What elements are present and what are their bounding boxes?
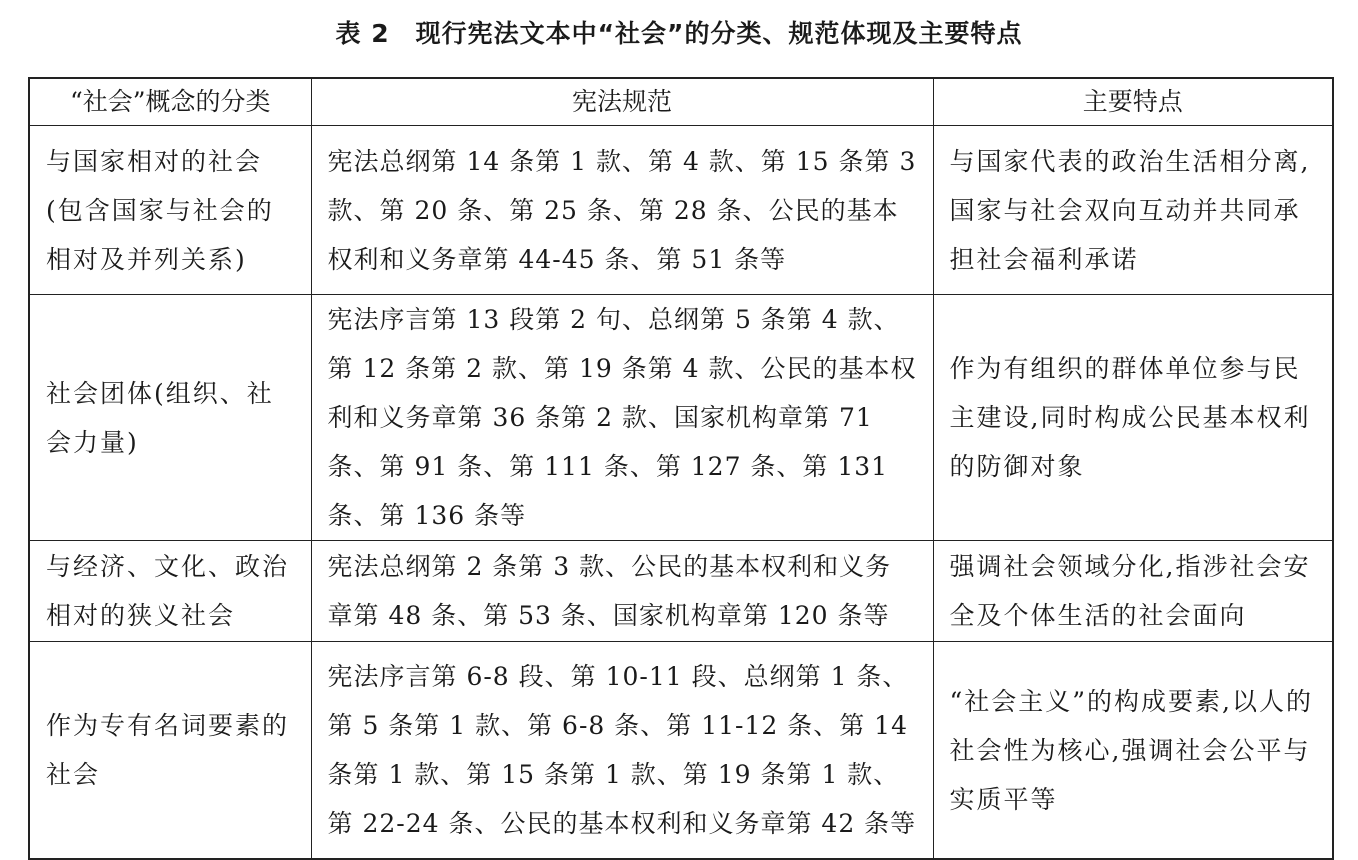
features-cell: 强调社会领域分化,指涉社会安全及个体生活的社会面向 [933, 541, 1333, 642]
table-row [29, 642, 1333, 860]
category-cell: 与经济、文化、政治相对的狭义社会 [29, 541, 311, 642]
table-row [29, 541, 1333, 642]
classification-table [28, 77, 1334, 860]
norms-cell: 宪法总纲第 14 条第 1 款、第 4 款、第 15 条第 3 款、第 20 条、第 25 条、第 28 条、公民的基本权利和义务章第 44-45 条、第 51 条等 [311, 126, 933, 295]
norms-cell: 宪法序言第 6-8 段、第 10-11 段、总纲第 1 条、第 5 条第 1 款、第 6-8 条、第 11-12 条、第 14 条第 1 款、第 15 条第 1 款、第 19 条第 1 款、第 22-24 条、公民的基本权利和义务章第 42 条等 [311, 642, 933, 860]
table-header-row [29, 78, 1333, 126]
table-row [29, 126, 1333, 295]
header-category: “社会”概念的分类 [29, 78, 311, 126]
norms-cell: 宪法总纲第 2 条第 3 款、公民的基本权利和义务章第 48 条、第 53 条、国家机构章第 120 条等 [311, 541, 933, 642]
features-cell: “社会主义”的构成要素,以人的社会性为核心,强调社会公平与实质平等 [933, 642, 1333, 860]
category-cell: 社会团体(组织、社会力量) [29, 295, 311, 541]
table-row [29, 295, 1333, 541]
features-cell: 作为有组织的群体单位参与民主建设,同时构成公民基本权利的防御对象 [933, 295, 1333, 541]
table-title: 表 2 现行宪法文本中“社会”的分类、规范体现及主要特点 [335, 19, 1023, 48]
category-cell: 作为专有名词要素的社会 [29, 642, 311, 860]
category-cell: 与国家相对的社会(包含国家与社会的相对及并列关系) [29, 126, 311, 295]
features-cell: 与国家代表的政治生活相分离,国家与社会双向互动并共同承担社会福利承诺 [933, 126, 1333, 295]
norms-cell: 宪法序言第 13 段第 2 句、总纲第 5 条第 4 款、第 12 条第 2 款、第 19 条第 4 款、公民的基本权利和义务章第 36 条第 2 款、国家机构章第 71 条、第 91 条、第 111 条、第 127 条、第 131 条、第 136 条等 [311, 295, 933, 541]
header-features: 主要特点 [933, 78, 1333, 126]
header-norms: 宪法规范 [311, 78, 933, 126]
